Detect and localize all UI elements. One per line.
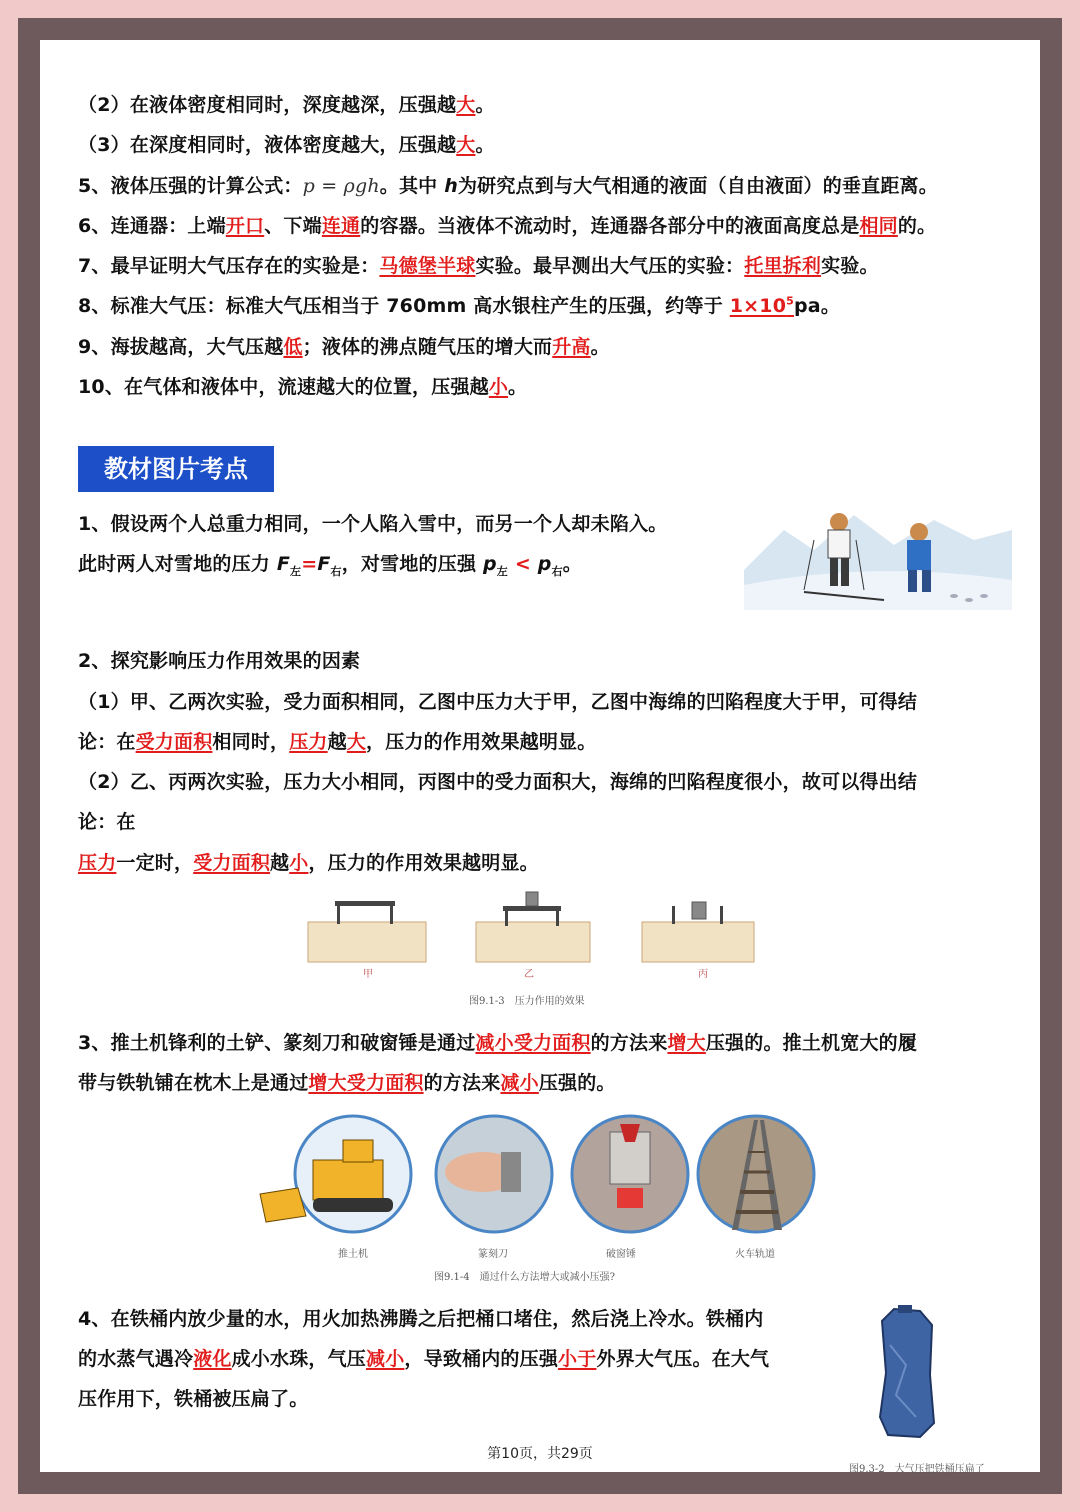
symbol: p <box>482 553 497 575</box>
formula: p = ρgh <box>302 175 380 197</box>
symbol: p <box>537 553 552 575</box>
answer-base: 1×10 <box>729 295 787 317</box>
text: 7、最早证明大气压存在的实验是： <box>78 255 380 277</box>
figure-label-yi: 乙 <box>524 969 534 980</box>
answer: 小 <box>488 376 509 398</box>
text: 一定时， <box>116 852 194 874</box>
answer: 托里拆利 <box>744 255 822 277</box>
text: pa。 <box>794 295 841 317</box>
page-number: 第10页，共29页 <box>487 1446 593 1462</box>
figure-label-bulldozer: 推土机 <box>338 1249 368 1260</box>
text: （3）在深度相同时，液体密度越大，压强越 <box>78 134 457 156</box>
sponge-bing <box>642 902 754 962</box>
symbol: h <box>444 175 458 197</box>
answer: 减小 <box>500 1072 539 1094</box>
text-line <box>78 291 840 318</box>
subscript: 右 <box>330 564 342 578</box>
text: 。 <box>508 376 528 398</box>
answer: 减小 <box>366 1348 405 1370</box>
sponge-yi <box>476 892 590 962</box>
text: ；液体的沸点随气压的增大而 <box>302 336 553 358</box>
text: ，压力的作用效果越明显。 <box>366 731 597 753</box>
text-line <box>78 727 596 754</box>
text-line <box>78 848 539 875</box>
figure-label-jia: 甲 <box>363 969 373 980</box>
text-line: （1）甲、乙两次实验，受力面积相同，乙图中压力大于甲，乙图中海绵的凹陷程度大于甲，可得结 <box>78 691 918 713</box>
answer: < <box>514 553 531 575</box>
carving-knife-image <box>436 1116 552 1232</box>
answer: 压力 <box>289 731 328 753</box>
answer: 大 <box>456 94 476 116</box>
text: ，压力的作用效果越明显。 <box>308 852 539 874</box>
text: 。其中 <box>379 175 438 197</box>
answer: 减小受力面积 <box>475 1032 591 1054</box>
answer: 连通 <box>321 215 361 237</box>
text-line <box>78 549 582 579</box>
text: 此时两人对雪地的压力 <box>78 553 271 575</box>
text: 越 <box>327 731 347 753</box>
text: 10、在气体和液体中，流速越大的位置，压强越 <box>78 376 489 398</box>
section-header: 教材图片考点 <box>78 446 274 492</box>
symbol: F <box>276 553 291 575</box>
text-line: （2）乙、丙两次实验，压力大小相同，丙图中的受力面积大，海绵的凹陷程度很小，故可以得出结 <box>78 771 918 793</box>
figure-label-railway: 火车轨道 <box>735 1249 775 1260</box>
text-line: 1、假设两个人总重力相同，一个人陷入雪中，而另一个人却未陷入。 <box>78 513 668 535</box>
text-line: 压作用下，铁桶被压扁了。 <box>78 1388 309 1410</box>
answer: 受力面积 <box>193 852 271 874</box>
answer: 低 <box>283 336 303 358</box>
text: 。 <box>562 553 582 575</box>
answer: 大 <box>456 134 476 156</box>
text-line <box>78 211 936 238</box>
window-hammer-image <box>572 1116 688 1232</box>
text: 的容器。当液体不流动时，连通器各部分中的液面高度总是 <box>360 215 860 237</box>
text-line <box>78 90 495 117</box>
figure-label-bing: 丙 <box>698 969 708 980</box>
answer: 受力面积 <box>135 731 213 753</box>
text: ，对雪地的压强 <box>341 553 477 575</box>
text: 8、标准大气压：标准大气压相当于 760mm 高水银柱产生的压强，约等于 <box>78 295 723 317</box>
text: 为研究点到与大气相通的液面（自由液面）的垂直距离。 <box>457 175 938 197</box>
answer: 小于 <box>558 1348 597 1370</box>
answer: 增大受力面积 <box>308 1072 424 1094</box>
text: （2）在液体密度相同时，深度越深，压强越 <box>78 94 457 116</box>
text: 带与铁轨铺在枕木上是通过 <box>78 1072 309 1094</box>
subscript: 右 <box>551 564 563 578</box>
figure-caption: 图9.1-3 压力作用的效果 <box>469 996 585 1007</box>
text: 6、连通器：上端 <box>78 215 226 237</box>
figure-label-hammer: 破窗锤 <box>606 1249 636 1260</box>
text-line <box>78 332 610 359</box>
answer: 升高 <box>552 336 591 358</box>
text-line <box>78 1068 616 1095</box>
crushed-barrel-image <box>876 1305 938 1441</box>
text: 相同时， <box>212 731 290 753</box>
answer: 小 <box>289 852 309 874</box>
answer: 开口 <box>225 215 265 237</box>
text: 的。 <box>897 215 937 237</box>
figure-label-knife: 篆刻刀 <box>478 1249 508 1260</box>
text-line <box>78 171 938 198</box>
text: ，导致桶内的压强 <box>404 1348 559 1370</box>
text: 压强的。推土机宽大的履 <box>705 1032 918 1054</box>
figure-caption: 图9.3-2 大气压把铁桶压扁了 <box>849 1464 985 1475</box>
text-line <box>78 251 879 278</box>
figure-caption: 图9.1-4 通过什么方法增大或减小压强? <box>434 1272 616 1283</box>
text-line <box>78 372 527 399</box>
text: 外界大气压。在大气 <box>596 1348 770 1370</box>
subscript: 左 <box>290 564 302 578</box>
answer: 相同 <box>859 215 898 237</box>
text: 9、海拔越高，大气压越 <box>78 336 284 358</box>
text-line: 论：在 <box>78 811 136 833</box>
text: 。 <box>475 94 495 116</box>
text: 。 <box>475 134 495 156</box>
text-line <box>78 1028 917 1055</box>
text: 的方法来 <box>423 1072 501 1094</box>
text: 5、液体压强的计算公式： <box>78 175 303 197</box>
text: 越 <box>270 852 290 874</box>
text-line <box>78 1344 769 1371</box>
text: 的方法来 <box>590 1032 668 1054</box>
text-line: 4、在铁桶内放少量的水，用火加热沸腾之后把桶口堵住，然后浇上冷水。铁桶内 <box>78 1308 764 1330</box>
text: 、下端 <box>264 215 322 237</box>
answer: = <box>301 553 318 575</box>
text: 实验。最早测出大气压的实验： <box>475 255 745 277</box>
answer: 马德堡半球 <box>379 255 476 277</box>
railway-track-image <box>698 1116 814 1232</box>
text: 论：在 <box>78 731 136 753</box>
pressure-examples-figure <box>258 1112 818 1244</box>
answer-exponent: 5 <box>786 294 794 308</box>
symbol: F <box>317 553 331 575</box>
text: 实验。 <box>821 255 879 277</box>
skiers-illustration <box>744 500 1012 610</box>
text: 3、推土机锋利的土铲、篆刻刀和破窗锤是通过 <box>78 1032 476 1054</box>
text: 。 <box>590 336 610 358</box>
text-line <box>78 130 495 157</box>
text: 的水蒸气遇冷 <box>78 1348 194 1370</box>
subscript: 左 <box>496 564 508 578</box>
bulldozer-image <box>260 1116 411 1232</box>
answer: 增大 <box>667 1032 706 1054</box>
text: 压强的。 <box>538 1072 616 1094</box>
answer: 压力 <box>78 852 117 874</box>
answer <box>730 295 794 317</box>
text: 成小水珠，气压 <box>231 1348 367 1370</box>
text-line: 2、探究影响压力作用效果的因素 <box>78 650 361 672</box>
sponge-jia <box>308 901 426 962</box>
answer: 大 <box>346 731 367 753</box>
answer: 液化 <box>193 1348 232 1370</box>
